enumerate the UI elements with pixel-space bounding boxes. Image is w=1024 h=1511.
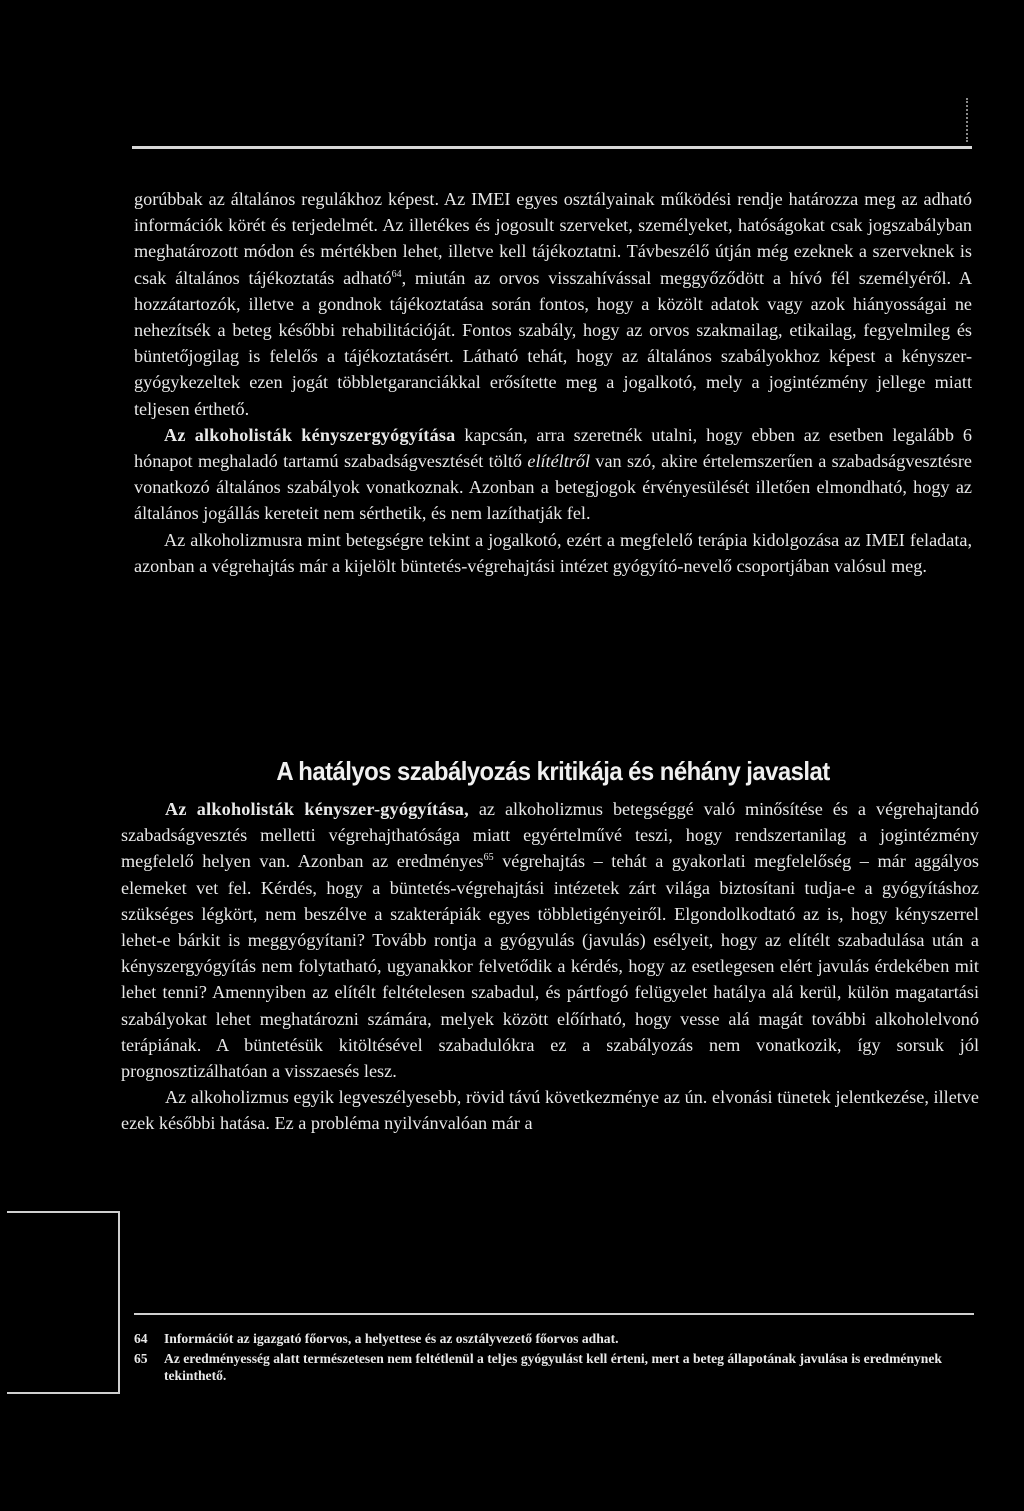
side-margin-box bbox=[7, 1211, 120, 1394]
footnote-text: Információt az igazgató főorvos, a helyettese és az osztályvezető főorvos adhat. bbox=[164, 1331, 619, 1346]
corner-mark bbox=[966, 98, 970, 142]
paragraph-1-text-b: , miután az orvos visszahívással meggyőződött a hívó fél személyéről. A hozzátartozók, illetve a gondnok tájékoztatása során fontos, hogy a közölt adatok vagy azok hiányosságai ne nehezítsék a beteg későbbi rehabilitációját. Fontos szabály, hogy az orvos szakmailag, etikailag, fegyelmileg és büntetőjogilag is felelős a tájékoztatásért. Látható tehát, hogy az általános szabályokhoz képest a kényszer-gyógykezeltek ezen jogát többletgaranciákkal erősítette meg a jogalkotó, mely a jogintézmény jellege miatt teljesen érthető. bbox=[134, 267, 972, 419]
footnote-rule bbox=[134, 1313, 974, 1315]
body-text-lower bbox=[121, 796, 979, 1137]
paragraph-4-text-a: az alkoholizmus betegséggé való minősítése és a végrehajtandó szabadságvesztés melletti végrehajthatósága miatt egyértelművé teszi, hogy rendszertanilag a jogintézmény megfelelő helyen van. Azonban az eredményes bbox=[121, 799, 979, 872]
footnote-ref-65[interactable]: 65 bbox=[483, 852, 494, 864]
paragraph-1 bbox=[134, 186, 972, 422]
header-rule bbox=[132, 146, 972, 149]
paragraph-2 bbox=[134, 422, 972, 527]
footnote-65 bbox=[134, 1350, 974, 1385]
paragraph-4-lead: Az alkoholisták kényszer-gyógyítása, bbox=[165, 799, 469, 819]
footnotes bbox=[134, 1330, 974, 1387]
paragraph-2-text-b: van szó, akire értelemszerűen a szabadságvesztésre vonatkozó általános szabályok vonatkoznak. Azonban a betegjogok érvényesülését illetően elmondható, hogy az általános jogállás kereteit nem sérthetik, és nem lazíthatják fel. bbox=[134, 451, 972, 524]
paragraph-1-text-a: gorúbbak az általános regulákhoz képest. Az IMEI egyes osztályainak működési rendje határozza meg az adható információk körét és terjedelmét. Az illetékes és jogosult szerveket, személyeket, hatóságokat csak jogszabályban meghatározott módon és mértékben lehet, illetve kell tájékoztatni. Távbeszélő útján még ezeknek a szerveknek is csak általános tájékoztatás adható bbox=[134, 189, 972, 288]
footnote-number: 65 bbox=[134, 1350, 148, 1366]
section-heading: A hatályos szabályozás kritikája és néhány javaslat bbox=[276, 756, 830, 786]
paragraph-4-text-b: végrehajtás – tehát a gyakorlati megfelelőség – már aggályos elemeket vet fel. Kérdés, hogy a büntetés-végrehajtási intézetek zárt világa biztosítani tudja-e a gyógyításhoz szükséges légkört, nem beszélve a szakterápiák egyes többletigényeiről. Elgondolkodtató az is, hogy kényszerrel lehet-e bárkit is meggyógyítani? Tovább rontja a gyógyulás (javulás) esélyeit, hogy az elítélt szabadulása után a kényszergyógyítás nem folytatható, ugyanakkor felvetődik a kérdés, hogy az esetlegesen elért javulás érdekében mit lehet tenni? Amennyiben az elítélt feltételesen szabadul, és pártfogó felügyelet hatálya alá kerül, külön magatartási szabályokat lehet meghatározni számára, melyek között előírható, hogy vesse alá magát további alkoholelvonó terápiának. A büntetésük kitöltésével szabadulókra ez a szabályozás nem vonatkozik, így sorsuk jól prognosztizálhatóan a visszaesés lesz. bbox=[121, 851, 979, 1082]
footnote-64 bbox=[134, 1330, 974, 1348]
footnote-number: 64 bbox=[134, 1331, 148, 1346]
body-text-upper bbox=[134, 186, 972, 579]
paragraph-2-lead: Az alkoholisták kényszergyógyítása bbox=[164, 424, 456, 445]
paragraph-5: Az alkoholizmus egyik legveszélyesebb, rövid távú következménye az ún. elvonási tünetek jelentkezése, illetve ezek későbbi hatása. Ez a probléma nyilvánvalóan már a bbox=[121, 1087, 979, 1134]
paragraph-2-emphasis: elítéltről bbox=[527, 451, 591, 472]
footnote-text: Az eredményesség alatt természetesen nem feltétlenül a teljes gyógyulást kell érteni, mert a beteg állapotának javulása is eredménynek tekinthető. bbox=[164, 1350, 942, 1383]
paragraph-2-text-a: kapcsán, arra szeretnék utalni, hogy ebben az esetben legalább 6 hónapot meghaladó tartamú szabadságvesztését töltő bbox=[134, 424, 972, 472]
footnote-ref-64[interactable]: 64 bbox=[391, 268, 402, 280]
paragraph-3: Az alkoholizmusra mint betegségre tekint a jogalkotó, ezért a megfelelő terápia kidolgozása az IMEI feladata, azonban a végrehajtás már a kijelölt büntetés-végrehajtási intézet gyógyító-nevelő csoportjában valósul meg. bbox=[134, 529, 972, 576]
paragraph-4 bbox=[121, 796, 979, 1084]
